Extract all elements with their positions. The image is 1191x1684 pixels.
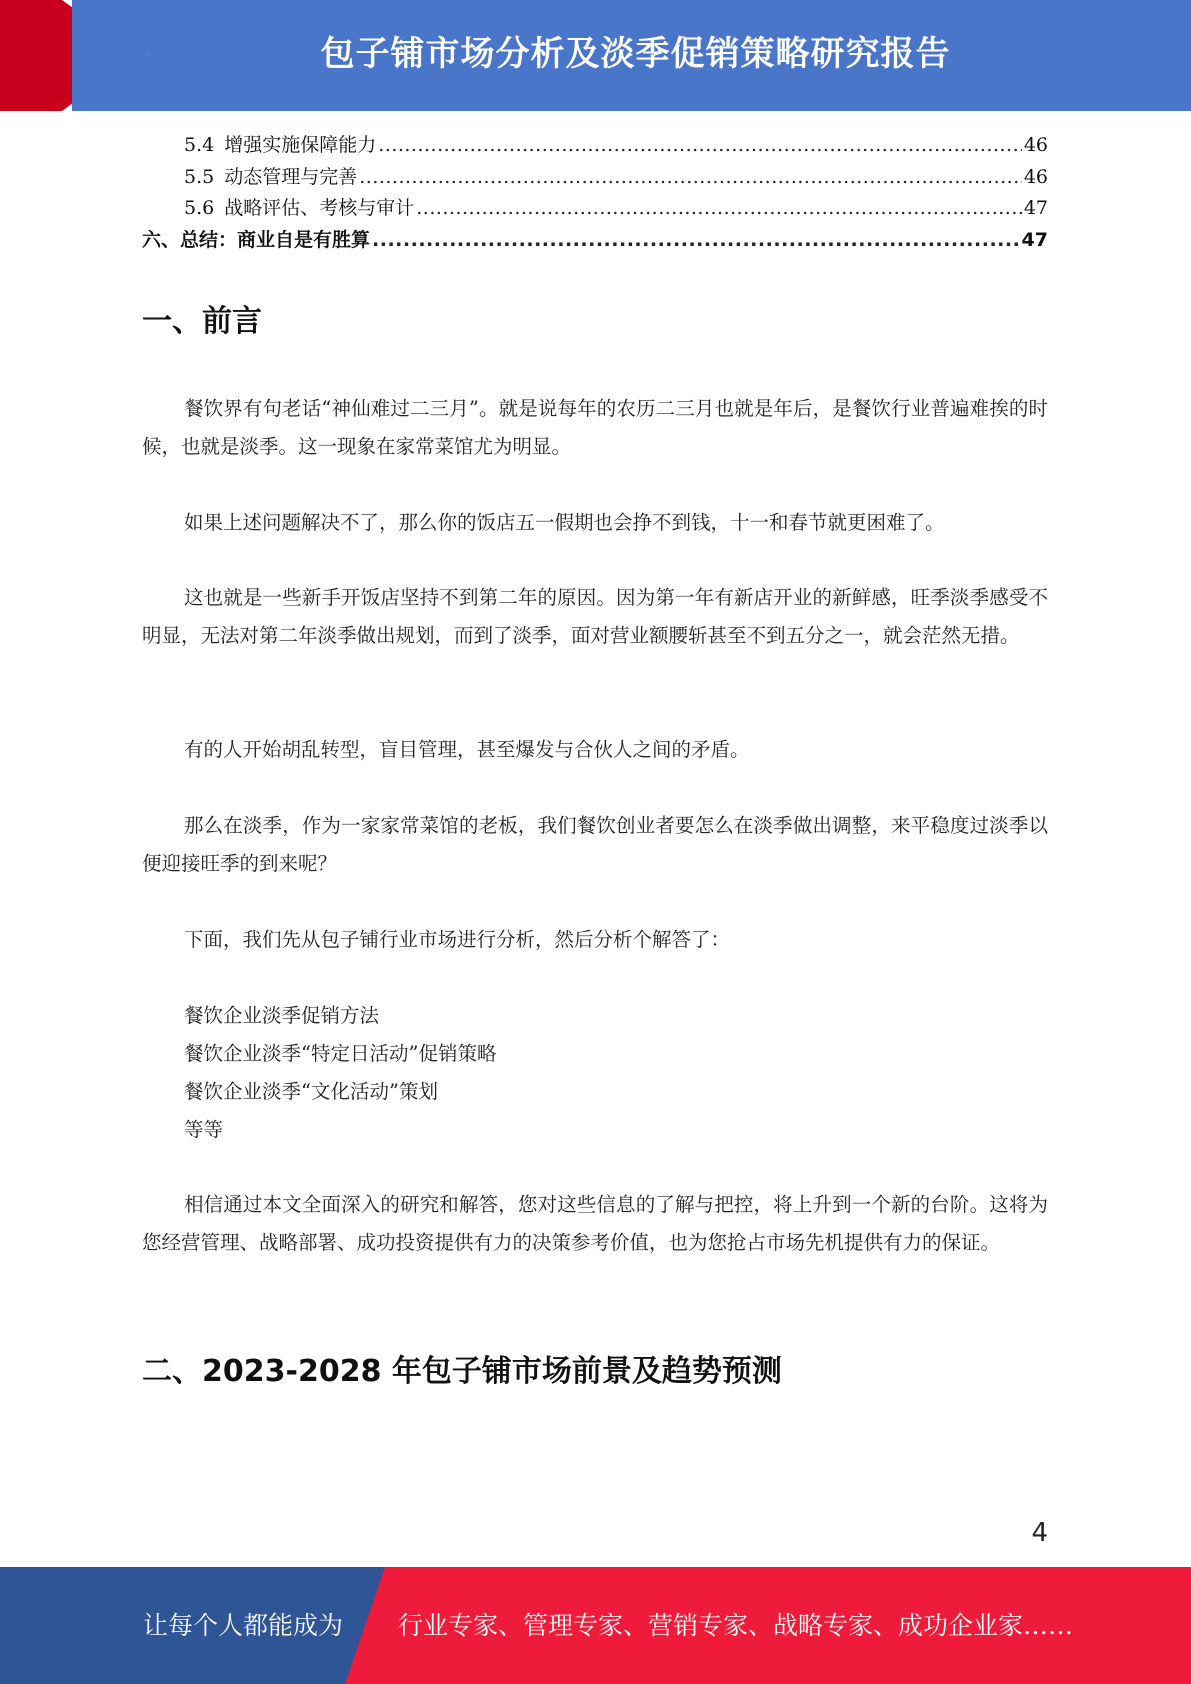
paragraph: 那么在淡季，作为一家家常菜馆的老板，我们餐饮创业者要怎么在淡季做出调整，来平稳度过淡季以便迎接旺季的到来呢？ bbox=[142, 814, 1048, 875]
toc-leader-dots bbox=[372, 225, 1020, 257]
report-title: 包子铺市场分析及淡季促销策略研究报告 bbox=[320, 34, 951, 74]
page-footer bbox=[0, 1567, 1191, 1684]
toc-leader-dots bbox=[378, 130, 1022, 162]
list-item: 餐饮企业淡季“特定日活动”促销策略 bbox=[184, 1042, 497, 1065]
page-number: 4 bbox=[1031, 1518, 1048, 1548]
toc-entry-page: 47 bbox=[1021, 228, 1048, 251]
toc-leader-dots bbox=[416, 193, 1022, 225]
toc-entry[interactable] bbox=[142, 130, 1048, 162]
footer-slogan-tail: 行业专家、管理专家、营销专家、战略专家、成功企业家…… bbox=[398, 1611, 1074, 1640]
toc-entry-chapter[interactable] bbox=[142, 225, 1048, 257]
toc-entry-page: 46 bbox=[1023, 134, 1048, 156]
toc-entry-page: 47 bbox=[1023, 197, 1048, 219]
paragraph: 这也就是一些新手开饭店坚持不到第二年的原因。因为第一年有新店开业的新鲜感，旺季淡季感受不明显，无法对第二年淡季做出规划，而到了淡季，面对营业额腰斩甚至不到五分之一，就会茫然无措。 bbox=[142, 586, 1048, 647]
section-heading-preface: 一、前言 bbox=[142, 304, 262, 339]
toc-entry-number: 5.4 bbox=[184, 134, 215, 156]
toc-entry-label: 动态管理与完善 bbox=[224, 165, 358, 188]
toc-entry-number: 5.6 bbox=[184, 197, 215, 219]
section-heading-market-forecast: 二、2023-2028 年包子铺市场前景及趋势预测 bbox=[142, 1354, 782, 1389]
toc-entry[interactable] bbox=[142, 162, 1048, 194]
toc-entry-label: 增强实施保障能力 bbox=[224, 134, 377, 156]
paragraph: 有的人开始胡乱转型，盲目管理，甚至爆发与合伙人之间的矛盾。 bbox=[184, 738, 750, 761]
footer-slogan-lead: 让每个人都能成为 bbox=[143, 1611, 344, 1640]
paragraph: 相信通过本文全面深入的研究和解答，您对这些信息的了解与把控，将上升到一个新的台阶。这将为您经营管理、战略部署、成功投资提供有力的决策参考价值，也为您抢占市场先机提供有力的保证。 bbox=[142, 1193, 1048, 1254]
paragraph: 下面，我们先从包子铺行业市场进行分析，然后分析个解答了： bbox=[184, 928, 731, 951]
paragraph: 如果上述问题解决不了，那么你的饭店五一假期也会挣不到钱，十一和春节就更困难了。 bbox=[184, 511, 945, 534]
toc-entry[interactable] bbox=[142, 193, 1048, 225]
toc-entry-page: 46 bbox=[1023, 165, 1048, 188]
list-item: 等等 bbox=[184, 1118, 224, 1141]
list-item: 餐饮企业淡季促销方法 bbox=[184, 1004, 380, 1027]
toc-entry-number: 5.5 bbox=[184, 165, 215, 188]
toc-leader-dots bbox=[359, 162, 1022, 194]
toc-entry-label: 六、总结：商业自是有胜算 bbox=[142, 228, 371, 251]
toc-entry-label: 战略评估、考核与审计 bbox=[224, 197, 415, 219]
table-of-contents bbox=[142, 130, 1048, 256]
header-arrow-decoration bbox=[0, 0, 240, 111]
list-item: 餐饮企业淡季“文化活动”策划 bbox=[184, 1080, 438, 1103]
page-header bbox=[0, 0, 1191, 111]
paragraph: 餐饮界有句老话“神仙难过二三月”。就是说每年的农历二三月也就是年后，是餐饮行业普遍难挨的时候，也就是淡季。这一现象在家常菜馆尤为明显。 bbox=[142, 397, 1048, 458]
topic-list bbox=[184, 997, 496, 1149]
